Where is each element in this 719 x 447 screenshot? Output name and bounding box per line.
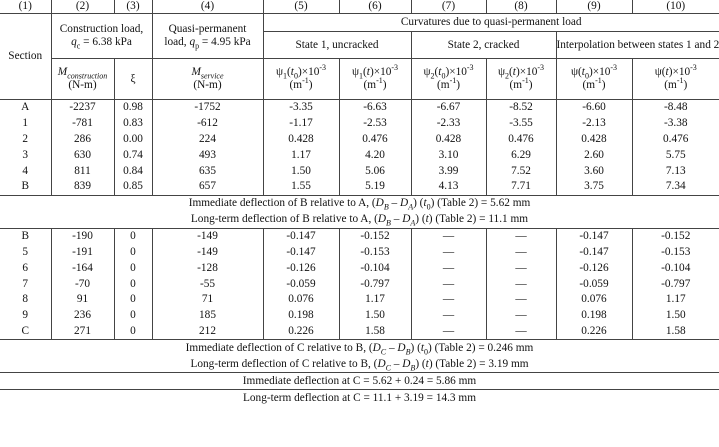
value-cell: -0.152 xyxy=(339,228,411,244)
value-cell: 1.50 xyxy=(339,308,411,324)
value-cell: 7.13 xyxy=(665,164,686,177)
value-cell: 1.17 xyxy=(665,293,686,306)
value-cell: 0.476 xyxy=(486,132,556,148)
value-cell: — xyxy=(486,324,556,340)
value-cell: — xyxy=(411,260,486,276)
value-cell: 1.58 xyxy=(665,324,686,337)
value-cell: 5.19 xyxy=(339,179,411,195)
section-cell: B xyxy=(0,179,51,195)
note-row xyxy=(0,390,719,407)
value-cell: 5.75 xyxy=(665,148,686,161)
table-row xyxy=(0,163,719,179)
table-row xyxy=(0,292,719,308)
value-cell: 3.99 xyxy=(411,163,486,179)
section-cell: 3 xyxy=(0,147,51,163)
state1-header: State 1, uncracked xyxy=(263,32,411,59)
value-cell: 1.17 xyxy=(339,292,411,308)
value-cell: 0.476 xyxy=(339,132,411,148)
table-row xyxy=(0,308,719,324)
value-cell: -3.55 xyxy=(486,116,556,132)
value-cell: 811 xyxy=(51,163,114,179)
section-cell: 1 xyxy=(0,116,51,132)
value-cell: -2.33 xyxy=(411,116,486,132)
note-immediate-c: Immediate deflection at C = 5.62 + 0.24 = 5.86 mm xyxy=(0,373,719,390)
section-header: Section xyxy=(0,14,51,100)
quasi-permanent-load-header: Quasi-permanent load, $q_p = 4.95$ kPa xyxy=(152,14,263,59)
note-longterm-c-b: Long-term deflection of C relative to B, $(D_C - D_B)$ (t) (Table 2) = 3.19 mm xyxy=(190,357,529,373)
value-cell: 0.226 xyxy=(556,324,632,340)
value-cell: -2.13 xyxy=(556,116,632,132)
value-cell: 236 xyxy=(51,308,114,324)
value-cell: — xyxy=(486,276,556,292)
column-number: (5) xyxy=(263,0,339,14)
value-cell: — xyxy=(411,245,486,261)
value-cell: -2.53 xyxy=(339,116,411,132)
value-cell: 1.50 xyxy=(665,309,686,322)
table-row xyxy=(0,324,719,340)
value-cell: — xyxy=(486,292,556,308)
value-cell: -6.67 xyxy=(411,100,486,116)
value-cell: -1.17 xyxy=(263,116,339,132)
value-cell: -612 xyxy=(152,116,263,132)
value-cell: 0.00 xyxy=(114,132,152,148)
column-number: (3) xyxy=(114,0,152,14)
value-cell: -8.52 xyxy=(486,100,556,116)
value-cell: -3.38 xyxy=(663,117,688,130)
value-cell: 0 xyxy=(114,276,152,292)
value-cell: 0.076 xyxy=(263,292,339,308)
block-b-to-c xyxy=(0,228,719,340)
value-cell: -0.797 xyxy=(661,277,691,290)
psi2-t0-header: $\psi_2(t_0)\times 10^{-3}$ $(m^{-1})$ xyxy=(411,59,486,100)
table-row xyxy=(0,147,719,163)
m-service-header: $M_{service}$ (N-m) xyxy=(152,59,263,100)
table-row xyxy=(0,276,719,292)
value-cell: — xyxy=(411,228,486,244)
note-longterm-c: Long-term deflection at C = 11.1 + 3.19 = 14.3 mm xyxy=(0,390,719,407)
value-cell: — xyxy=(486,308,556,324)
value-cell: 0 xyxy=(114,228,152,244)
value-cell: 185 xyxy=(152,308,263,324)
value-cell: 0.476 xyxy=(663,133,689,145)
value-cell: 91 xyxy=(51,292,114,308)
column-number-row xyxy=(0,0,719,14)
value-cell: 0.98 xyxy=(114,100,152,116)
value-cell: -0.152 xyxy=(632,228,719,244)
value-cell: -70 xyxy=(51,276,114,292)
value-cell: -3.35 xyxy=(263,100,339,116)
construction-load-header: Construction load, $q_c = 6.38$ kPa xyxy=(51,14,152,59)
value-cell: -0.147 xyxy=(263,245,339,261)
section-cell: 9 xyxy=(0,308,51,324)
value-cell: 0.428 xyxy=(263,132,339,148)
value-cell: 4.13 xyxy=(411,179,486,195)
value-cell: 0.85 xyxy=(114,179,152,195)
table-row xyxy=(0,100,719,116)
note-row xyxy=(0,340,719,357)
value-cell: -190 xyxy=(51,228,114,244)
section-cell: 2 xyxy=(0,132,51,148)
value-cell: 5.06 xyxy=(339,163,411,179)
value-cell: 1.55 xyxy=(263,179,339,195)
table-row xyxy=(0,228,719,244)
psi2-t-header: $\psi_2(t)\times 10^{-3}$ $(m^{-1})$ xyxy=(486,59,556,100)
value-cell: 71 xyxy=(152,292,263,308)
table-row xyxy=(0,116,719,132)
section-cell: A xyxy=(0,100,51,116)
value-cell: -55 xyxy=(152,276,263,292)
column-number: (2) xyxy=(51,0,114,14)
column-number: (6) xyxy=(339,0,411,14)
value-cell: 271 xyxy=(51,324,114,340)
note-longterm-b-a: Long-term deflection of B relative to A, $(D_B - D_A)$ (t) (Table 2) = 11.1 mm xyxy=(190,213,529,228)
value-cell: -0.104 xyxy=(339,260,411,276)
table-row xyxy=(0,260,719,276)
table-row xyxy=(0,179,719,195)
column-number: (1) xyxy=(0,0,51,14)
value-cell: 3.10 xyxy=(411,147,486,163)
column-number: (10) xyxy=(666,0,686,12)
value-cell: 1.17 xyxy=(263,147,339,163)
value-cell: 0 xyxy=(114,245,152,261)
value-cell: 1.58 xyxy=(339,324,411,340)
value-cell: -6.60 xyxy=(556,100,632,116)
value-cell: -0.147 xyxy=(263,228,339,244)
value-cell: -0.797 xyxy=(339,276,411,292)
value-cell: 0.198 xyxy=(556,308,632,324)
note-row xyxy=(0,373,719,390)
header-row-1 xyxy=(0,14,719,32)
value-cell: 224 xyxy=(152,132,263,148)
value-cell: -149 xyxy=(152,245,263,261)
value-cell: -781 xyxy=(51,116,114,132)
value-cell: — xyxy=(486,260,556,276)
value-cell: 0.74 xyxy=(114,147,152,163)
value-cell: 839 xyxy=(51,179,114,195)
note-row xyxy=(0,195,719,212)
value-cell: 7.34 xyxy=(665,180,686,193)
value-cell: 6.29 xyxy=(486,147,556,163)
value-cell: 0.076 xyxy=(556,292,632,308)
psi1-t-header: $\psi_1(t)\times 10^{-3}$ $(m^{-1})$ xyxy=(339,59,411,100)
note-row xyxy=(0,212,719,229)
value-cell: 0.226 xyxy=(263,324,339,340)
value-cell: — xyxy=(411,292,486,308)
table-row xyxy=(0,132,719,148)
value-cell: 3.75 xyxy=(556,179,632,195)
value-cell: 0.428 xyxy=(556,132,632,148)
value-cell: 0 xyxy=(114,292,152,308)
section-cell: 7 xyxy=(0,276,51,292)
note-row xyxy=(0,356,719,373)
value-cell: 0.83 xyxy=(114,116,152,132)
state2-header: State 2, cracked xyxy=(411,32,556,59)
value-cell: -0.147 xyxy=(556,228,632,244)
value-cell: — xyxy=(486,228,556,244)
value-cell: 212 xyxy=(152,324,263,340)
section-cell: B xyxy=(0,228,51,244)
psi-t-header: $\psi(t)\times 10^{-3}$ $(m^{-1})$ xyxy=(654,63,697,91)
section-cell: C xyxy=(0,324,51,340)
psi1-t0-header: $\psi_1(t_0)\times 10^{-3}$ $(m^{-1})$ xyxy=(263,59,339,100)
value-cell: — xyxy=(411,276,486,292)
value-cell: — xyxy=(411,324,486,340)
header-row-3 xyxy=(0,59,719,100)
value-cell: -0.059 xyxy=(263,276,339,292)
section-cell: 4 xyxy=(0,163,51,179)
value-cell: -8.48 xyxy=(632,100,719,116)
block-a-to-b xyxy=(0,100,719,196)
value-cell: -128 xyxy=(152,260,263,276)
value-cell: 7.52 xyxy=(486,163,556,179)
section-cell: 6 xyxy=(0,260,51,276)
m-construction-header: $M_{construction}$ (N-m) xyxy=(51,59,114,100)
value-cell: 2.60 xyxy=(556,147,632,163)
note-immediate-b-a: Immediate deflection of B relative to A, $(D_B - D_A)$ $(t_0)$ (Table 2) = 5.62 mm xyxy=(0,195,719,212)
value-cell: -2237 xyxy=(51,100,114,116)
value-cell: 7.71 xyxy=(486,179,556,195)
curvatures-header: Curvatures due to quasi-permanent load xyxy=(263,14,719,32)
note-immediate-c-b: Immediate deflection of C relative to B, $(D_C - D_B)$ $(t_0)$ (Table 2) = 0.246 mm xyxy=(0,340,719,357)
value-cell: 0.428 xyxy=(411,132,486,148)
value-cell: 0 xyxy=(114,260,152,276)
value-cell: -149 xyxy=(152,228,263,244)
value-cell: 0.198 xyxy=(263,308,339,324)
value-cell: 630 xyxy=(51,147,114,163)
value-cell: 4.20 xyxy=(339,147,411,163)
column-number: (9) xyxy=(556,0,632,14)
value-cell: 493 xyxy=(152,147,263,163)
value-cell: -6.63 xyxy=(339,100,411,116)
value-cell: — xyxy=(486,245,556,261)
value-cell: 286 xyxy=(51,132,114,148)
column-number: (4) xyxy=(152,0,263,14)
value-cell: -1752 xyxy=(152,100,263,116)
value-cell: -191 xyxy=(51,245,114,261)
value-cell: -0.104 xyxy=(661,261,691,274)
interpolation-header: Interpolation between states 1 and 2 xyxy=(556,32,719,59)
column-number: (8) xyxy=(486,0,556,14)
value-cell: 0 xyxy=(114,324,152,340)
value-cell: 3.60 xyxy=(556,163,632,179)
value-cell: — xyxy=(411,308,486,324)
table-row xyxy=(0,245,719,261)
value-cell: 0 xyxy=(114,308,152,324)
psi-t0-header: $\psi(t_0)\times 10^{-3}$ $(m^{-1})$ xyxy=(556,59,632,100)
value-cell: 1.50 xyxy=(263,163,339,179)
value-cell: -164 xyxy=(51,260,114,276)
value-cell: -0.147 xyxy=(556,245,632,261)
value-cell: 657 xyxy=(152,179,263,195)
value-cell: -0.153 xyxy=(339,245,411,261)
value-cell: 635 xyxy=(152,163,263,179)
section-cell: 5 xyxy=(0,245,51,261)
value-cell: -0.126 xyxy=(263,260,339,276)
value-cell: -0.153 xyxy=(661,245,691,258)
column-number: (7) xyxy=(411,0,486,14)
value-cell: -0.126 xyxy=(556,260,632,276)
xi-header: ξ xyxy=(114,59,152,100)
value-cell: -0.059 xyxy=(556,276,632,292)
section-cell: 8 xyxy=(0,292,51,308)
value-cell: 0.84 xyxy=(114,163,152,179)
